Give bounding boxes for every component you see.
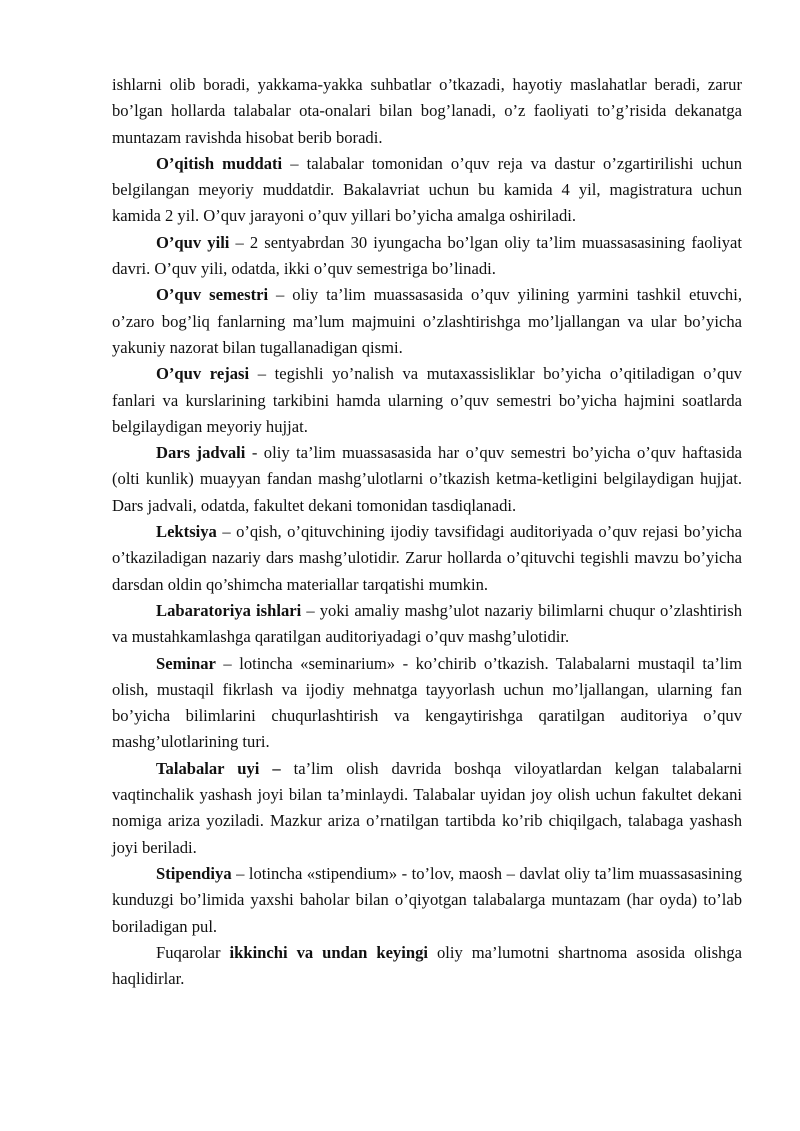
document-page: [112, 72, 742, 992]
paragraph-labaratoriya-ishlari: [112, 598, 742, 651]
term-dars-jadvali: Dars jadvali: [156, 443, 246, 463]
paragraph-fuqarolar: [112, 940, 742, 993]
paragraph-oquv-yili: [112, 230, 742, 283]
definition-oquv-yili: – 2 sentyabrdan 30 iyungacha bo’lgan oliy ta’lim muassasasining faoliyat davri. O’quv yili, odatda, ikki o’quv semestriga bo’linadi.: [112, 232, 742, 279]
definition-oqitish-muddati: – talabalar tomonidan o’quv reja va dastur o’zgartirilishi uchun belgilangan meyoriy muddatdir. Bakalavriat uchun bu kamida 4 yil, magistratura uchun kamida 2 yil. O’quv jarayoni o’quv yillari bo’yicha amalga oshiriladi.: [112, 153, 743, 226]
lead-fuqarolar: Fuqarolar: [156, 942, 230, 962]
paragraph-oqitish-muddati: [112, 151, 742, 230]
definition-seminar: – lotincha «seminarium» - ko’chirib o’tkazish. Talabalarni mustaqil ta’lim olish, mustaqil fikrlash va ijodiy mehnatga tayyorlash uchun mo’ljallangan, ularning fan bo’yicha bilimlarini chuqurlashtirish va kengaytirishga qaratilgan auditoriya o’quv mashg’ulotlarining turi.: [112, 653, 742, 752]
definition-labaratoriya-ishlari: – yoki amaliy mashg’ulot nazariy bilimlarni chuqur o’zlashtirish va mustahkamlashga qaratilgan auditoriyadagi o’quv mashg’ulotidir.: [112, 600, 742, 647]
term-talabalar-uyi: Talabalar uyi –: [156, 758, 281, 778]
paragraph-continuation: [112, 72, 742, 151]
paragraph-oquv-semestri: [112, 282, 742, 361]
definition-dars-jadvali: - oliy ta’lim muassasasida har o’quv semestri bo’yicha o’quv haftasida (olti kunlik) muayyan fandan mashg’ulotlarni o’tkazish ketma-ketligini belgilaydigan hujjat. Dars jadvali, odatda, fakultet dekani tomonidan tasdiqlanadi.: [112, 443, 742, 515]
paragraph-seminar: [112, 651, 742, 756]
term-oquv-yili: O’quv yili: [156, 232, 230, 252]
definition-oquv-rejasi: – tegishli yo’nalish va mutaxassisliklar bo’yicha o’qitiladigan o’quv fanlari va kurslarining tarkibini hamda ularning o’quv semestri bo’yicha hajmini soatlarda belgilaydigan meyoriy hujjat.: [112, 364, 742, 436]
term-oqitish-muddati: O’qitish muddati: [156, 153, 283, 173]
term-oquv-rejasi: O’quv rejasi: [156, 364, 250, 384]
definition-talabalar-uyi: ta’lim olish davrida boshqa viloyatlardan kelgan talabalarni vaqtinchalik yashash joyi bilan ta’minlaydi. Talabalar uyidan joy olish uchun fakultet dekani nomiga ariza yoziladi. Mazkur ariza o’rnatilgan tartibda ko’rib chiqilgach, talabaga yashash joyi beriladi.: [112, 758, 742, 857]
term-labaratoriya-ishlari: Labaratoriya ishlari: [156, 600, 302, 620]
term-oquv-semestri: O’quv semestri: [156, 285, 269, 305]
term-seminar: Seminar: [156, 653, 216, 673]
definition-stipendiya: – lotincha «stipendium» - to’lov, maosh – davlat oliy ta’lim muassasasining kunduzgi bo’limida yaxshi baholar bilan o’qiyotgan talabalarga muntazam (har oyda) to’lab boriladigan pul.: [112, 863, 742, 936]
term-lektsiya: Lektsiya: [156, 522, 217, 542]
definition-oquv-semestri: – oliy ta’lim muassasasida o’quv yilining yarmini tashkil etuvchi, o’zaro bog’liq fanlarning ma’lum majmuini o’zlashtirishga mo’ljallangan va ular bo’yicha yakuniy nazorat bilan tugallanadigan qismi.: [112, 285, 742, 357]
term-ikkinchi-va-undan-keyingi: ikkinchi va undan keyingi: [229, 942, 428, 962]
definition-fuqarolar: oliy ma’lumotni shartnoma asosida olishga haqlidirlar.: [112, 942, 743, 989]
paragraph-oquv-rejasi: [112, 361, 742, 440]
paragraph-lektsiya: [112, 519, 742, 598]
paragraph-dars-jadvali: [112, 440, 742, 519]
paragraph-stipendiya: [112, 861, 742, 940]
paragraph-text: ishlarni olib boradi, yakkama-yakka suhbatlar o’tkazadi, hayotiy maslahatlar beradi, zarur bo’lgan hollarda talabalar ota-onalari bilan bog’lanadi, o’z faoliyati to’g’risida dekanatga muntazam ravishda hisobat berib boradi.: [112, 75, 742, 147]
term-stipendiya: Stipendiya: [156, 863, 232, 883]
definition-lektsiya: – o’qish, o’qituvchining ijodiy tavsifidagi auditoriyada o’quv rejasi bo’yicha o’tkaziladigan nazariy dars mashg’ulotidir. Zarur hollarda o’qituvchi tegishli mavzu bo’yicha darsdan oldin qo’shimcha materiallar tarqatishi mumkin.: [112, 522, 742, 594]
paragraph-talabalar-uyi: [112, 756, 742, 861]
